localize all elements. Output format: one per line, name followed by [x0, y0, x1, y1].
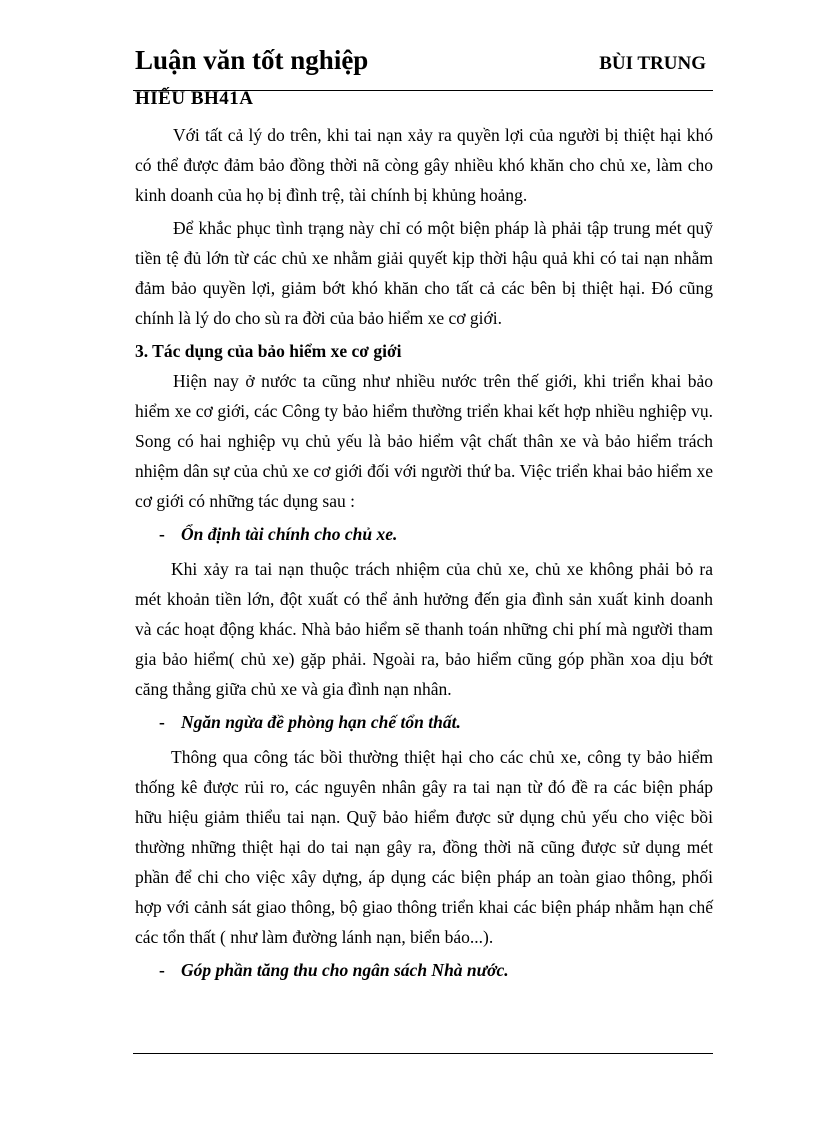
- header-title: Luận văn tốt nghiệp: [135, 45, 369, 75]
- paragraph-5: Thông qua công tác bồi thường thiệt hại cho các chủ xe, công ty bảo hiểm thống kê được rủi ro, các nguyên nhân gây ra tai nạn từ đó đề ra các biện pháp hữu hiệu giảm thiểu tai nạn. Quỹ bảo hiểm được sử dụng chủ yếu cho việc bồi thường những thiệt hại do tai nạn gây ra, đồng thời nã cũng được sử dụng mét phần để chi cho việc xây dựng, áp dụng các biện pháp an toàn giao thông, phối hợp với cảnh sát giao thông, bộ giao thông triển khai các biện pháp nhằm hạn chế các tổn thất ( như làm đường lánh nạn, biển báo...).: [135, 747, 713, 947]
- paragraph-3: Hiện nay ở nước ta cũng như nhiều nước trên thế giới, khi triển khai bảo hiểm xe cơ giới, các Công ty bảo hiểm thường triển khai kết hợp nhiều nghiệp vụ. Song có hai nghiệp vụ chủ yếu là bảo hiểm vật chất thân xe và bảo hiểm trách nhiệm dân sự của chủ xe cơ giới đối với người thứ ba. Việc triển khai bảo hiểm xe cơ giới có những tác dụng sau :: [135, 371, 713, 511]
- bullet-item-1: [135, 519, 713, 549]
- header-author-continuation: HIẾU BH41A: [135, 88, 254, 109]
- bullet-dash: -: [159, 524, 165, 544]
- paragraph-2: Để khắc phục tình trạng này chỉ có một biện pháp là phải tập trung mét quỹ tiền tệ đủ lớn từ các chủ xe nhằm giải quyết kịp thời hậu quả khi có tai nạn nhằm đảm bảo quyền lợi, giảm bớt khó khăn cho tất cả các bên bị thiệt hại. Đó cũng chính là lý do cho sù ra đời của bảo hiểm xe cơ giới.: [135, 218, 713, 328]
- bullet-text-3: Góp phần tăng thu cho ngân sách Nhà nước.: [181, 960, 509, 980]
- bullet-text-1: Ổn định tài chính cho chủ xe.: [181, 524, 398, 544]
- bullet-item-2: [135, 707, 713, 737]
- bullet-item-3: [135, 955, 713, 985]
- bullet-dash: -: [159, 960, 165, 980]
- paragraph-4: Khi xảy ra tai nạn thuộc trách nhiệm của chủ xe, chủ xe không phải bỏ ra mét khoản tiền lớn, đột xuất có thể ảnh hưởng đến gia đình sản xuất kinh doanh và các hoạt động khác. Nhà bảo hiểm sẽ thanh toán những chi phí mà người tham gia bảo hiểm( chủ xe) gặp phải. Ngoài ra, bảo hiểm cũng góp phần xoa dịu bớt căng thẳng giữa chủ xe và gia đình nạn nhân.: [135, 559, 713, 699]
- bullet-dash: -: [159, 712, 165, 732]
- section-heading: 3. Tác dụng của bảo hiểm xe cơ giới: [135, 341, 402, 361]
- bullet-text-2: Ngăn ngừa đề phòng hạn chế tổn thất.: [181, 712, 461, 732]
- header-author: BÙI TRUNG: [599, 53, 706, 74]
- body-content: [135, 120, 713, 990]
- paragraph-1: Với tất cả lý do trên, khi tai nạn xảy ra quyền lợi của người bị thiệt hại khó có thể được đảm bảo đồng thời nã còng gây nhiều khó khăn cho chủ xe, làm cho kinh doanh của họ bị đình trệ, tài chính bị khủng hoảng.: [135, 125, 713, 205]
- footer-rule: [133, 1053, 713, 1054]
